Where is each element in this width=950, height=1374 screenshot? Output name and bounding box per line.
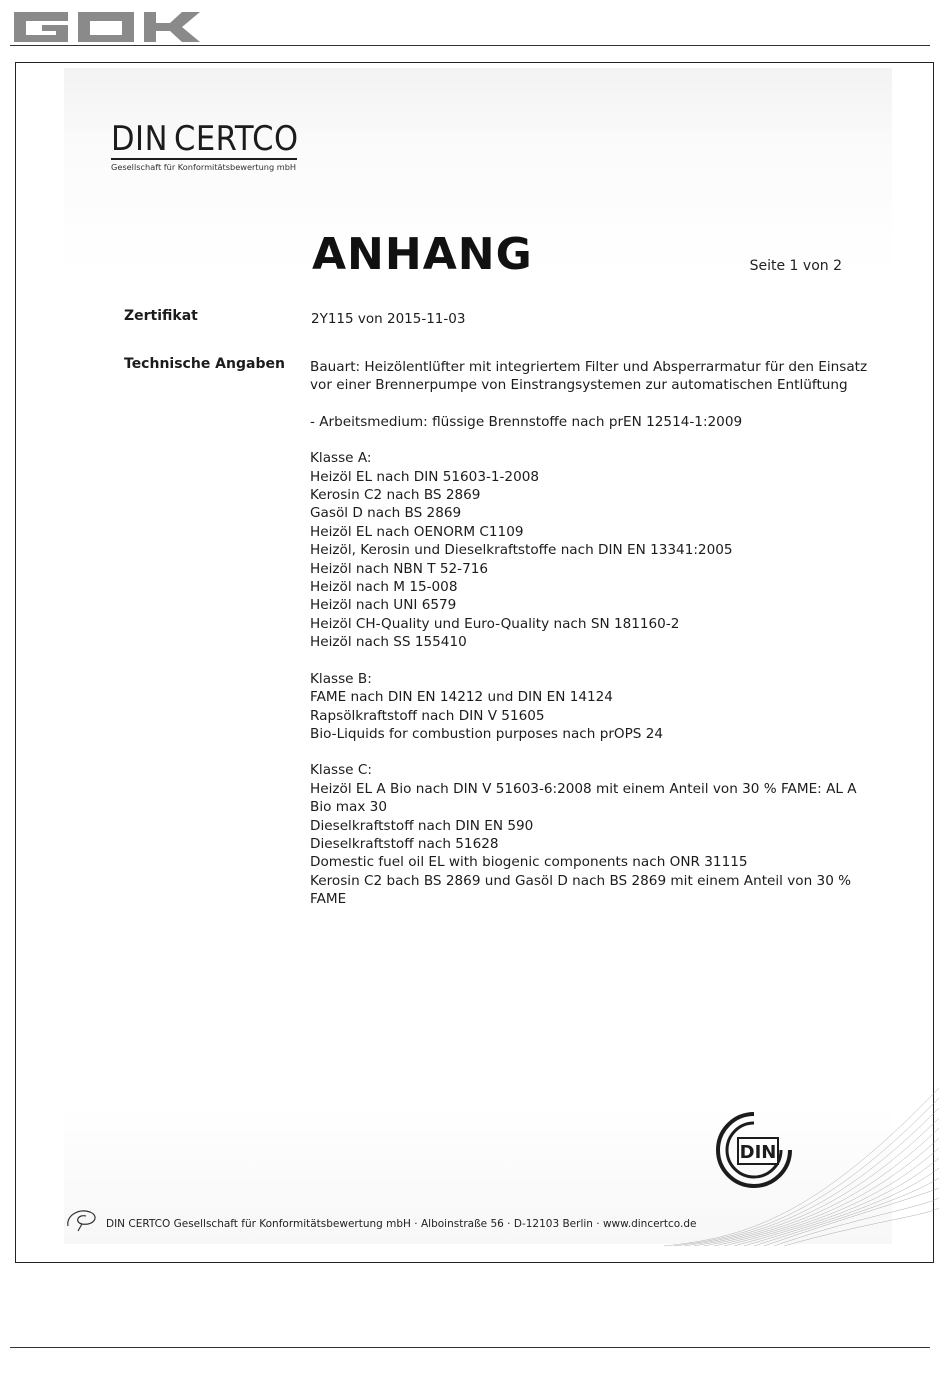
technische-angaben-label: Technische Angaben xyxy=(124,356,285,372)
bauart-paragraph xyxy=(310,358,870,395)
gok-logo xyxy=(12,10,202,44)
list-item: Bio-Liquids for combustion purposes nach prOPS 24 xyxy=(310,725,664,742)
klasse-c-title: Klasse C: xyxy=(310,762,372,779)
technische-angaben-body xyxy=(310,358,870,909)
guilloche-waves-icon xyxy=(664,1068,939,1248)
zertifikat-label: Zertifikat xyxy=(124,308,198,324)
list-item: Dieselkraftstoff nach 51628 xyxy=(310,835,499,852)
page-indicator: Seite 1 von 2 xyxy=(749,258,842,274)
certificate-footer: DIN CERTCO Gesellschaft für Konformitätsbewertung mbH · Alboinstraße 56 · D-12103 Berlin · www.dincertco.de xyxy=(106,1218,697,1230)
list-item: Heizöl nach SS 155410 xyxy=(310,634,467,651)
dincertco-wordmark xyxy=(111,121,299,157)
list-item: Heizöl EL A Bio nach DIN V 51603-6:2008 mit einem Anteil von 30 % FAME: AL A xyxy=(310,780,857,797)
certificate-frame xyxy=(15,62,934,1263)
wordmark-din: DIN xyxy=(111,119,168,159)
issuer-company: Gesellschaft für Konformitätsbewertung mbH xyxy=(111,162,297,172)
list-item: Heizöl EL nach OENORM C1109 xyxy=(310,523,524,540)
list-item: Domestic fuel oil EL with biogenic components nach ONR 31115 xyxy=(310,854,748,871)
dincertco-logo xyxy=(111,121,299,172)
klasse-c-section xyxy=(310,761,870,908)
list-item: Heizöl nach UNI 6579 xyxy=(310,597,457,614)
footer-rule xyxy=(10,1347,930,1348)
list-item: Dieselkraftstoff nach DIN EN 590 xyxy=(310,817,534,834)
wordmark-certco: CERTCO xyxy=(173,119,299,159)
klasse-a-section xyxy=(310,449,870,651)
bauart-line: vor einer Brennerpumpe von Einstrangsystemen zur automatischen Entlüftung xyxy=(310,377,848,394)
list-item: FAME nach DIN EN 14212 und DIN EN 14124 xyxy=(310,689,613,706)
list-item: FAME xyxy=(310,891,347,908)
din-mark-icon xyxy=(714,1110,794,1190)
arbeitsmedium: - Arbeitsmedium: flüssige Brennstoffe nach prEN 12514-1:2009 xyxy=(310,413,743,430)
list-item: Heizöl EL nach DIN 51603-1-2008 xyxy=(310,468,540,485)
list-item: Kerosin C2 nach BS 2869 xyxy=(310,487,481,504)
bauart-line: Bauart: Heizölentlüfter mit integriertem Filter und Absperrarmatur für den Einsatz xyxy=(310,359,868,375)
list-item: Heizöl nach NBN T 52-716 xyxy=(310,560,489,577)
page-title: ANHANG xyxy=(312,229,533,280)
list-item: Kerosin C2 bach BS 2869 und Gasöl D nach BS 2869 mit einem Anteil von 30 % xyxy=(310,872,852,889)
klasse-b-title: Klasse B: xyxy=(310,670,372,687)
zertifikat-value: 2Y115 von 2015-11-03 xyxy=(311,311,466,327)
header-rule xyxy=(10,45,930,46)
list-item: Heizöl CH-Quality und Euro-Quality nach SN 181160-2 xyxy=(310,615,680,632)
list-item: Heizöl, Kerosin und Dieselkraftstoffe nach DIN EN 13341:2005 xyxy=(310,542,733,559)
list-item: Rapsölkraftstoff nach DIN V 51605 xyxy=(310,707,545,724)
footer-signature-icon xyxy=(64,1204,102,1232)
klasse-b-section xyxy=(310,670,870,744)
certificate-page xyxy=(64,68,892,1244)
klasse-a-title: Klasse A: xyxy=(310,450,372,467)
list-item: Gasöl D nach BS 2869 xyxy=(310,505,462,522)
list-item: Heizöl nach M 15-008 xyxy=(310,579,458,596)
list-item: Bio max 30 xyxy=(310,799,387,816)
din-mark-text: DIN xyxy=(739,1142,777,1163)
